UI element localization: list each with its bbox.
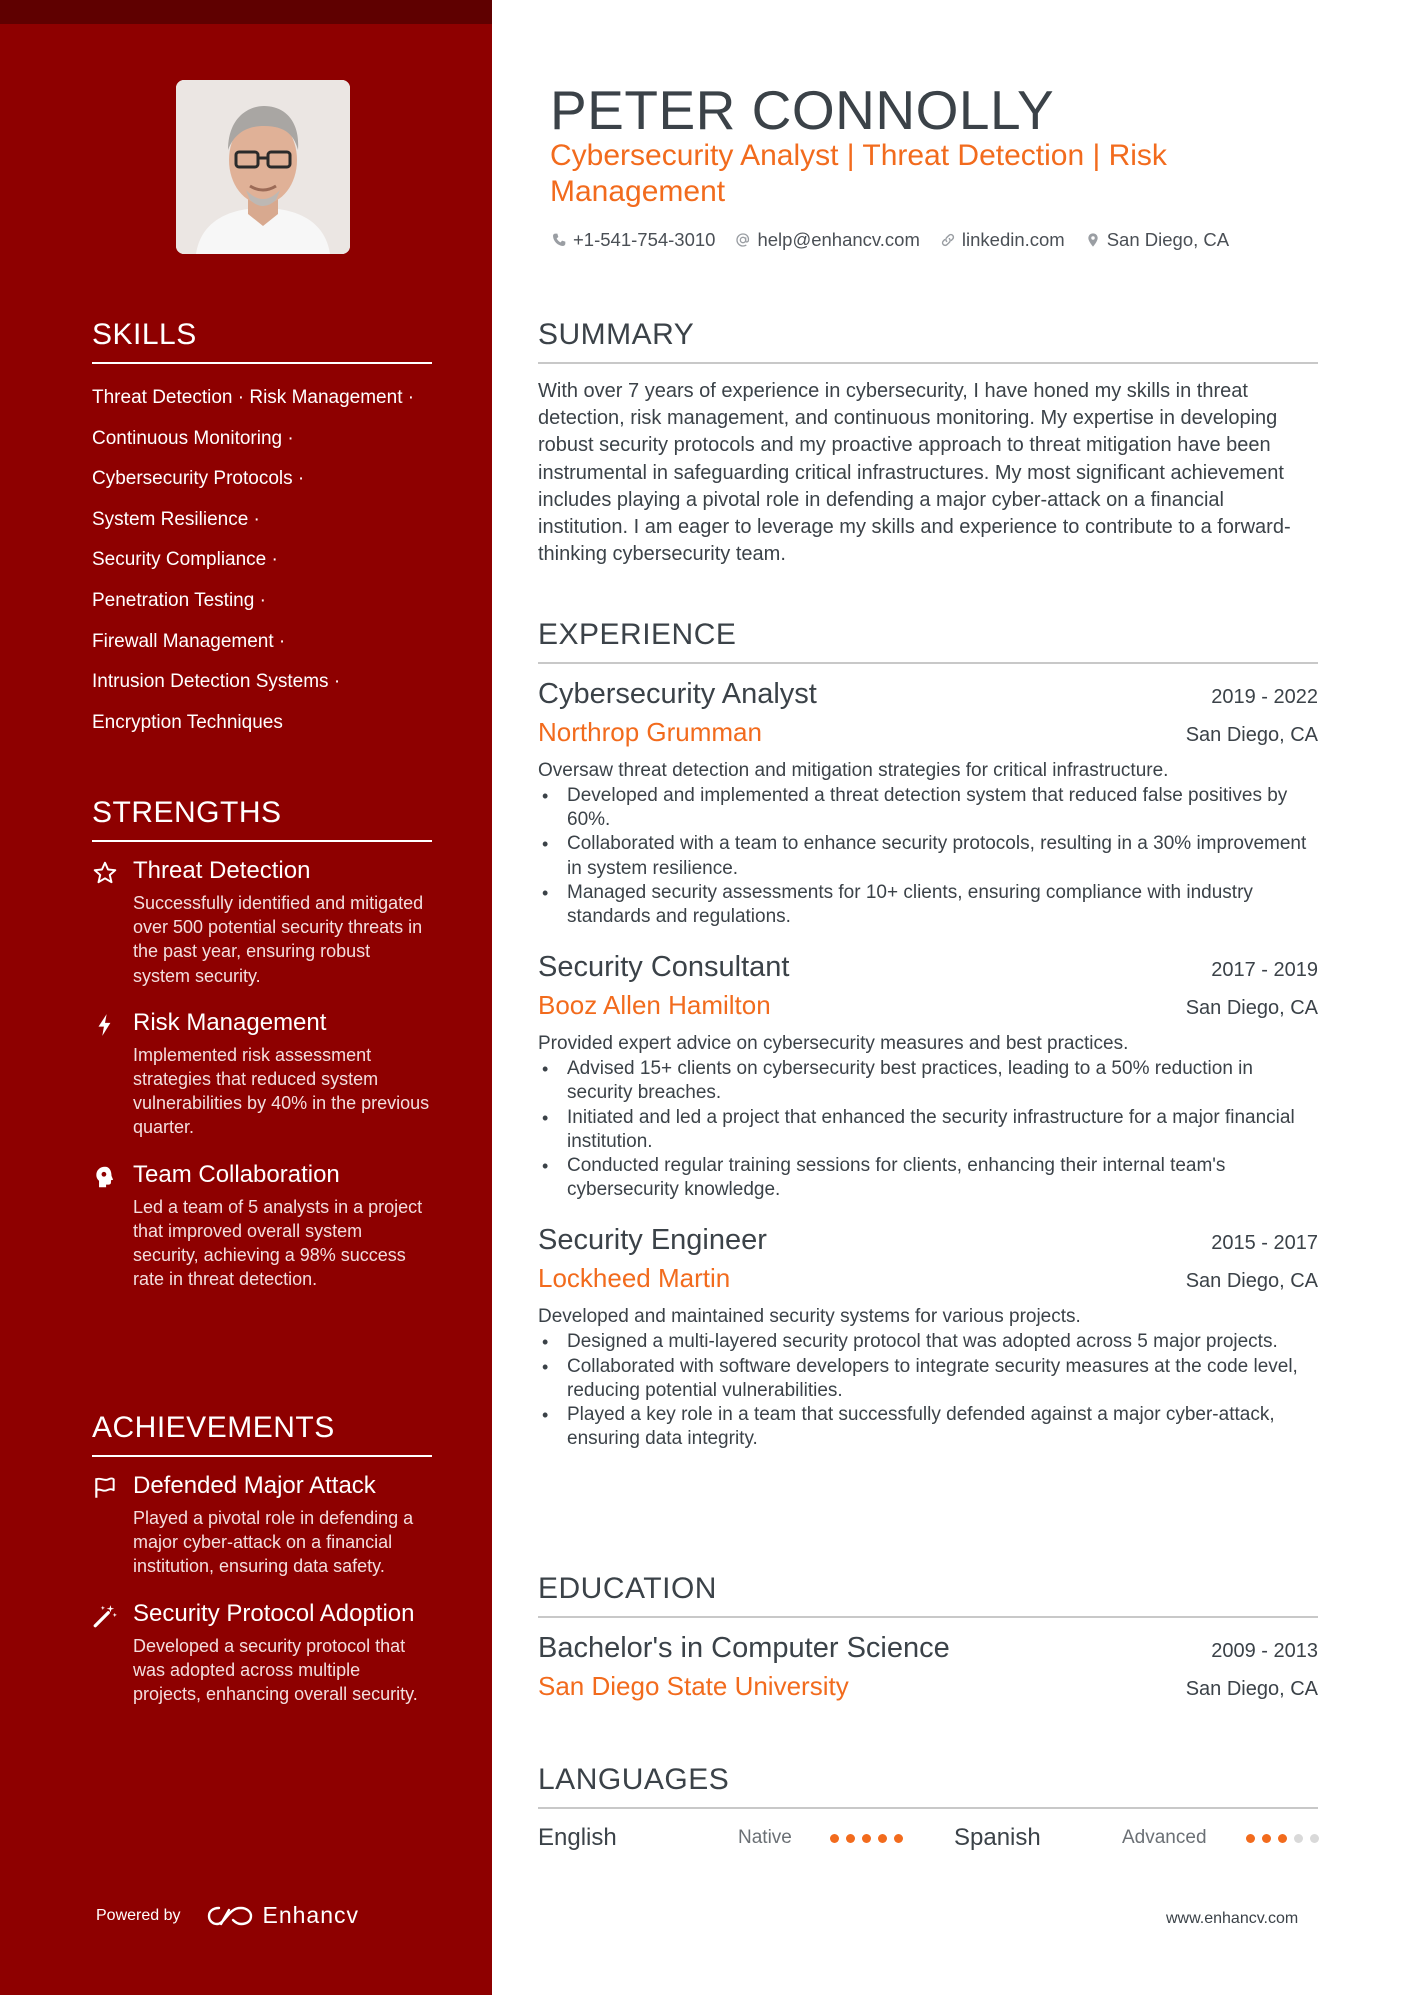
language-level: Advanced [1122, 1827, 1207, 1848]
job-title: Security Consultant [538, 951, 790, 984]
strength-item [92, 856, 432, 988]
achievement-description: Played a pivotal role in defending a major cyber-attack on a financial institution, ensuring data safety. [133, 1508, 414, 1577]
job-bullets [538, 784, 1318, 929]
contact-email-text: help@enhancv.com [757, 229, 920, 250]
job-bullets [538, 1330, 1318, 1451]
powered-by [96, 1902, 359, 1929]
job-location: San Diego, CA [1185, 1270, 1318, 1293]
job-bullet: • Designed a multi-layered security protocol that was adopted across 5 major projects. [538, 1330, 1318, 1354]
rating-dot-filled [1262, 1834, 1271, 1843]
skill-item: Penetration Testing · [92, 589, 266, 611]
skill-item: Continuous Monitoring · [92, 427, 294, 449]
job-bullet: • Advised 15+ clients on cybersecurity best practices, leading to a 50% reduction in security breaches. [538, 1057, 1318, 1105]
achievement-item [92, 1599, 432, 1707]
powered-by-label: Powered by [96, 1906, 181, 1924]
contact-phone[interactable] [551, 229, 715, 251]
strength-title: Team Collaboration [133, 1160, 340, 1188]
strengths-heading: STRENGTHS [92, 796, 432, 842]
enhancv-logo-icon [207, 1904, 253, 1928]
job-bullet: • Collaborated with a team to enhance security protocols, resulting in a 30% improvement in system resilience. [538, 832, 1318, 880]
rating-dot-filled [1278, 1834, 1287, 1843]
lightning-icon [92, 1012, 118, 1038]
job-company: Lockheed Martin [538, 1263, 731, 1294]
job-dates: 2017 - 2019 [1211, 959, 1318, 982]
education-section [538, 1572, 1318, 1702]
achievements-section [92, 1411, 432, 1706]
contact-linkedin[interactable] [940, 229, 1065, 251]
strength-title: Threat Detection [133, 857, 311, 884]
job-bullet: • Collaborated with software developers to integrate security measures at the code level, reducing potential vulnerabilities. [538, 1355, 1318, 1403]
rating-dot-filled [862, 1834, 871, 1843]
job-intro: Provided expert advice on cybersecurity measures and best practices. [538, 1033, 1129, 1055]
sidebar-top-bar [0, 0, 492, 24]
strength-description: Implemented risk assessment strategies that reduced system vulnerabilities by 40% in the previous quarter. [133, 1044, 430, 1138]
flag-icon [92, 1475, 118, 1501]
profile-photo [176, 80, 350, 254]
job-intro: Developed and maintained security systems for various projects. [538, 1306, 1081, 1328]
contact-email[interactable] [735, 229, 919, 251]
education-location: San Diego, CA [1185, 1678, 1318, 1700]
contact-linkedin-text: linkedin.com [961, 229, 1065, 250]
candidate-name: PETER CONNOLLY [550, 79, 1055, 141]
job-entry [538, 951, 1318, 1202]
job-location: San Diego, CA [1185, 997, 1318, 1020]
sidebar [0, 0, 492, 1995]
achievement-description: Developed a security protocol that was adopted across multiple projects, enhancing overall security. [133, 1635, 418, 1705]
language-rating [830, 1834, 903, 1843]
job-title: Security Engineer [538, 1224, 767, 1257]
skill-item: Intrusion Detection Systems · [92, 671, 341, 693]
job-bullet: • Played a key role in a team that successfully defended against a major cyber-attack, ensuring data integrity. [538, 1403, 1318, 1451]
language-rating [1246, 1834, 1319, 1843]
job-bullets [538, 1057, 1318, 1202]
achievement-item [92, 1471, 432, 1579]
rating-dot-filled [1246, 1834, 1255, 1843]
strength-description: Led a team of 5 analysts in a project that improved overall system security, achieving a 98% success rate in threat detection. [133, 1196, 423, 1290]
skill-item: Security Compliance · [92, 549, 278, 571]
job-company: Northrop Grumman [538, 717, 762, 747]
education-heading: EDUCATION [538, 1572, 1318, 1618]
summary-heading: SUMMARY [538, 318, 1318, 364]
job-title: Cybersecurity Analyst [538, 678, 817, 710]
summary-section [538, 318, 1318, 568]
phone-icon [551, 232, 567, 248]
experience-section [538, 618, 1318, 1451]
strengths-section [92, 796, 432, 1291]
job-company: Booz Allen Hamilton [538, 990, 771, 1021]
footer-url[interactable]: www.enhancv.com [1166, 1910, 1299, 1927]
star-icon [92, 860, 118, 886]
language-level: Native [738, 1827, 792, 1848]
summary-text: With over 7 years of experience in cybersecurity, I have honed my skills in threat detection, risk management, and continuous monitoring. My expertise in developing robust security protocols and my proactive approach to threat mitigation have been instrumental in safeguarding critical infrastructures. My most significant achievement includes playing a pivotal role in defending a major cyber-attack on a financial institution. I am eager to leverage my skills and experience to contribute to a forward-thinking cybersecurity team. [538, 380, 1291, 566]
strength-title: Risk Management [133, 1008, 327, 1036]
languages-row [538, 1823, 1318, 1853]
job-dates: 2019 - 2022 [1211, 686, 1318, 708]
skills-list [92, 378, 432, 743]
skills-heading: SKILLS [92, 318, 432, 364]
rating-dot-filled [894, 1834, 903, 1843]
job-dates: 2015 - 2017 [1211, 1232, 1318, 1255]
contact-bar [551, 229, 1229, 251]
job-bullet: • Managed security assessments for 10+ clients, ensuring compliance with industry standards and regulations. [538, 881, 1318, 929]
link-icon [940, 232, 956, 248]
strength-description: Successfully identified and mitigated over 500 potential security threats in the past year, ensuring robust system security. [133, 893, 424, 986]
language-name: Spanish [954, 1824, 1041, 1851]
enhancv-brand: Enhancv [262, 1902, 360, 1928]
achievements-heading: ACHIEVEMENTS [92, 1411, 432, 1457]
job-bullet: • Developed and implemented a threat detection system that reduced false positives by 60%. [538, 784, 1318, 832]
school-name: San Diego State University [538, 1671, 849, 1701]
contact-location [1085, 229, 1229, 251]
job-bullet: • Conducted regular training sessions for clients, enhancing their internal team's cybersecurity knowledge. [538, 1154, 1318, 1202]
contact-location-text: San Diego, CA [1106, 229, 1230, 250]
job-intro: Oversaw threat detection and mitigation strategies for critical infrastructure. [538, 760, 1169, 781]
achievement-title: Defended Major Attack [133, 1472, 376, 1499]
skills-section [92, 318, 432, 743]
rating-dot-empty [1294, 1834, 1303, 1843]
language-name: English [538, 1824, 617, 1851]
location-pin-icon [1085, 232, 1101, 248]
job-entry [538, 678, 1318, 929]
skill-item: System Resilience · [92, 508, 260, 530]
rating-dot-filled [878, 1834, 887, 1843]
job-bullet: • Initiated and led a project that enhanced the security infrastructure for a major financial institution. [538, 1106, 1318, 1154]
strength-item [92, 1008, 432, 1140]
languages-section [538, 1763, 1318, 1853]
skill-item: Threat Detection · Risk Management · [92, 387, 415, 408]
education-entry [538, 1632, 1318, 1702]
skill-item: Firewall Management · [92, 630, 286, 652]
skill-item: Cybersecurity Protocols · [92, 468, 305, 490]
languages-heading: LANGUAGES [538, 1763, 1318, 1809]
skill-item: Encryption Techniques [92, 711, 283, 733]
at-icon [735, 232, 751, 248]
rating-dot-empty [1310, 1834, 1319, 1843]
job-entry [538, 1224, 1318, 1451]
candidate-tagline: Cybersecurity Analyst | Threat Detection | Risk Management [550, 139, 1167, 208]
experience-heading: EXPERIENCE [538, 618, 1318, 664]
rating-dot-filled [830, 1834, 839, 1843]
magic-wand-icon [92, 1603, 118, 1629]
job-location: San Diego, CA [1185, 724, 1318, 746]
rating-dot-filled [846, 1834, 855, 1843]
degree-title: Bachelor's in Computer Science [538, 1632, 950, 1664]
contact-phone-text: +1-541-754-3010 [573, 229, 716, 250]
strength-item [92, 1160, 432, 1292]
education-dates: 2009 - 2013 [1211, 1640, 1318, 1662]
head-icon [92, 1164, 118, 1190]
achievement-title: Security Protocol Adoption [133, 1599, 415, 1627]
